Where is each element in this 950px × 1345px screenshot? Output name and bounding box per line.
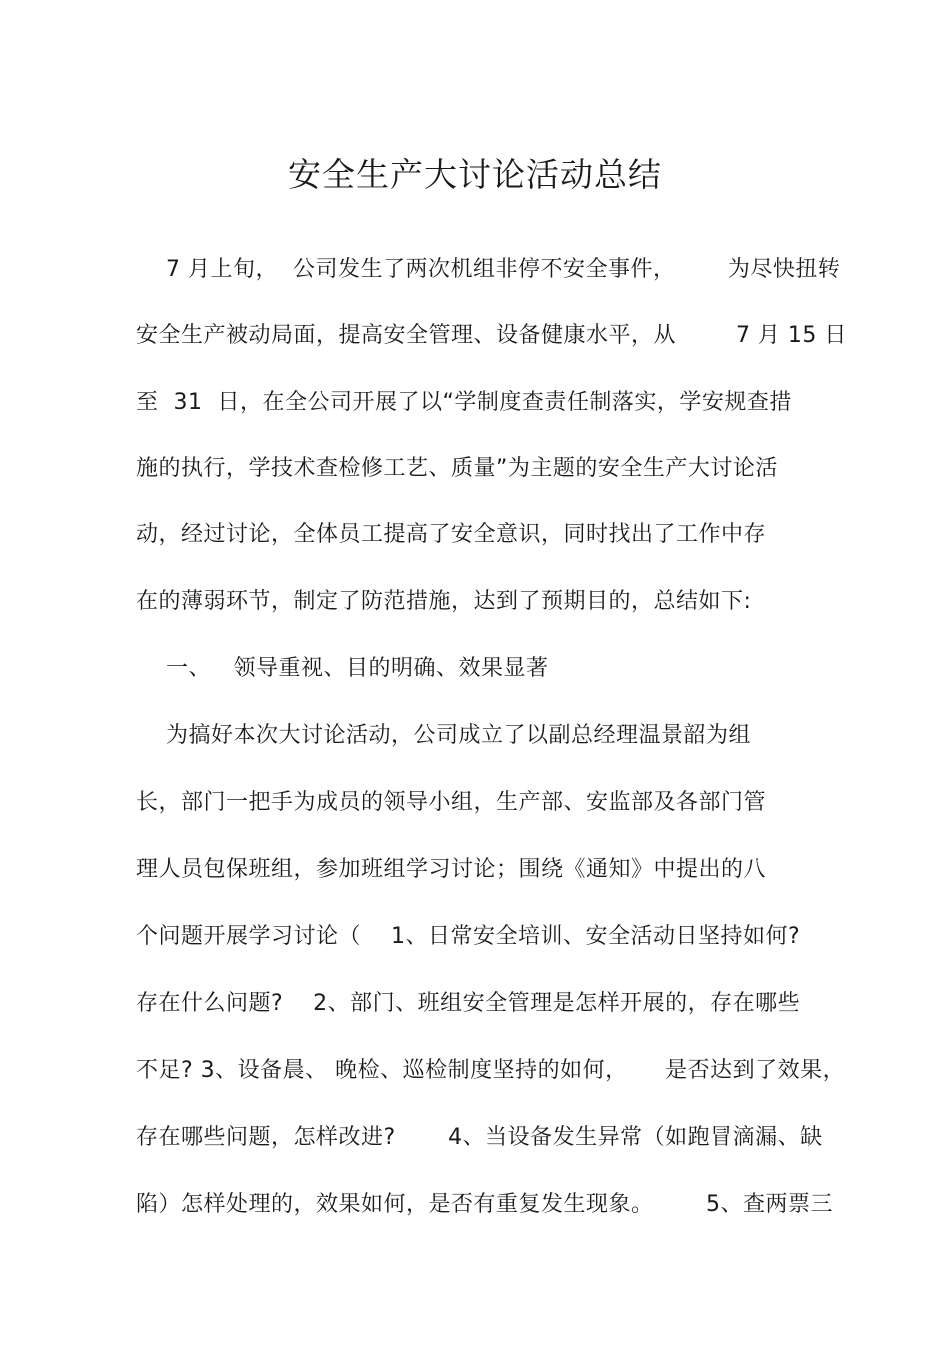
body-line: 存在什么问题? 2、部门、班组安全管理是怎样开展的，存在哪些 [136,991,801,1016]
body-line: 施的执行，学技术查检修工艺、质量”为主题的安全生产大讨论活 [136,456,778,481]
body-line: 在的薄弱环节，制定了防范措施，达到了预期目的，总结如下: [136,589,752,614]
body-line: 不足? 3、设备晨、 晚检、巡检制度坚持的如何， 是否达到了效果， [136,1058,846,1083]
body-line: 个问题开展学习讨论（ 1、日常安全培训、安全活动日坚持如何? [136,924,801,949]
body-line: 理人员包保班组，参加班组学习讨论；围绕《通知》中提出的八 [136,857,767,882]
section-heading: 一、 领导重视、目的明确、效果显著 [136,656,549,681]
body-line: 至 31 日，在全公司开展了以“学制度查责任制落实，学安规查措 [136,390,792,415]
body-line: 安全生产被动局面，提高安全管理、设备健康水平，从 7 月 15 日 [136,323,847,348]
body-line: 动，经过讨论，全体员工提高了安全意识，同时找出了工作中存 [136,522,767,547]
body-line: 陷）怎样处理的，效果如何，是否有重复发生现象。 5、查两票三 [136,1192,833,1217]
body-line: 存在哪些问题，怎样改进? 4、当设备发生异常（如跑冒滴漏、缺 [136,1125,823,1150]
body-line: 长，部门一把手为成员的领导小组，生产部、安监部及各部门管 [136,790,767,815]
body-line: 7 月上旬， 公司发生了两次机组非停不安全事件， 为尽快扭转 [136,257,841,282]
body-line: 为搞好本次大讨论活动，公司成立了以副总经理温景韶为组 [136,723,751,748]
document-title: 安全生产大讨论活动总结 [288,155,662,194]
